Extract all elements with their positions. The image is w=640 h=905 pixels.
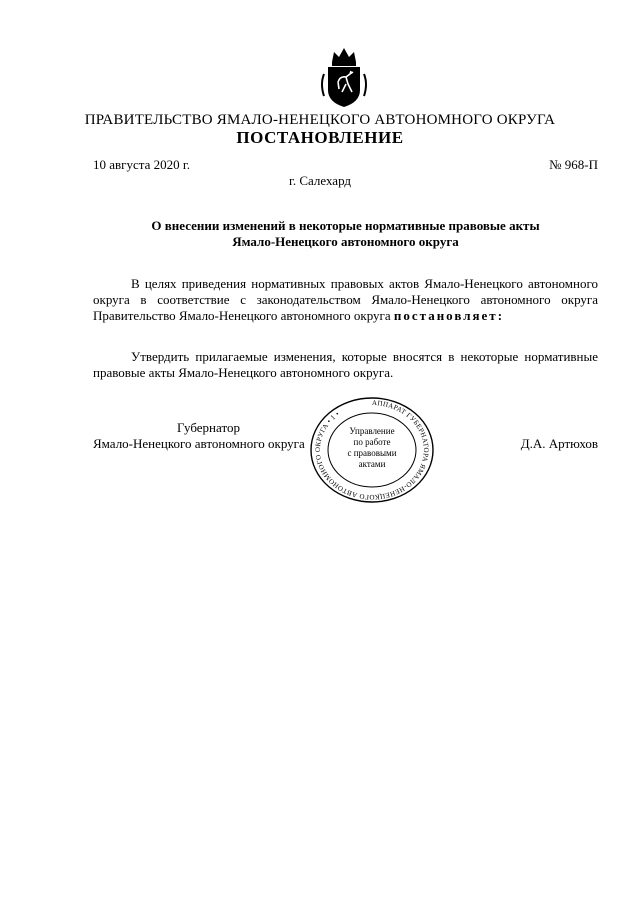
doc-city: г. Салехард bbox=[288, 173, 352, 188]
resolves-word: постановляет: bbox=[393, 308, 505, 323]
doc-title bbox=[93, 218, 598, 250]
paragraph-preamble-text: В целях приведения нормативных правовых актов Ямало-Ненецкого автономного округа в соответствие с законодательством Ямало-Ненецкого автономного округа Правительство Ямало-Ненецкого автономного округа bbox=[93, 276, 598, 323]
stamp-line-1: Управление bbox=[349, 426, 395, 436]
doc-title-line-2: Ямало-Ненецкого автономного округа bbox=[232, 234, 459, 249]
doc-date: 10 августа 2020 г. bbox=[93, 157, 190, 172]
paragraph-resolution: Утвердить прилагаемые изменения, которые вносятся в некоторые нормативные правовые акты Ямало-Ненецкого автономного округа. bbox=[93, 349, 598, 380]
signer-org: Ямало-Ненецкого автономного округа bbox=[93, 436, 305, 451]
paragraph-preamble bbox=[93, 276, 598, 324]
stamp-line-4: актами bbox=[358, 459, 386, 469]
signer-title: Губернатор bbox=[177, 420, 240, 435]
stamp-line-3: с правовыми bbox=[347, 448, 397, 458]
doc-number: № 968-П bbox=[549, 157, 598, 172]
stamp-ring-text: АППАРАТ ГУБЕРНАТОРА ЯМАЛО-НЕНЕЦКОГО АВТОНОМНОГО ОКРУГА • 1 • bbox=[313, 398, 430, 502]
doc-title-line-1: О внесении изменений в некоторые нормативные правовые акты bbox=[151, 218, 540, 233]
signer-name: Д.А. Артюхов bbox=[520, 436, 598, 451]
stamp-center-text bbox=[339, 426, 405, 470]
doc-type-heading: ПОСТАНОВЛЕНИЕ bbox=[236, 128, 404, 147]
org-name: ПРАВИТЕЛЬСТВО ЯМАЛО-НЕНЕЦКОГО АВТОНОМНОГО ОКРУГА bbox=[84, 112, 556, 128]
stamp-line-2: по работе bbox=[353, 437, 391, 447]
coat-of-arms-icon bbox=[318, 44, 370, 110]
